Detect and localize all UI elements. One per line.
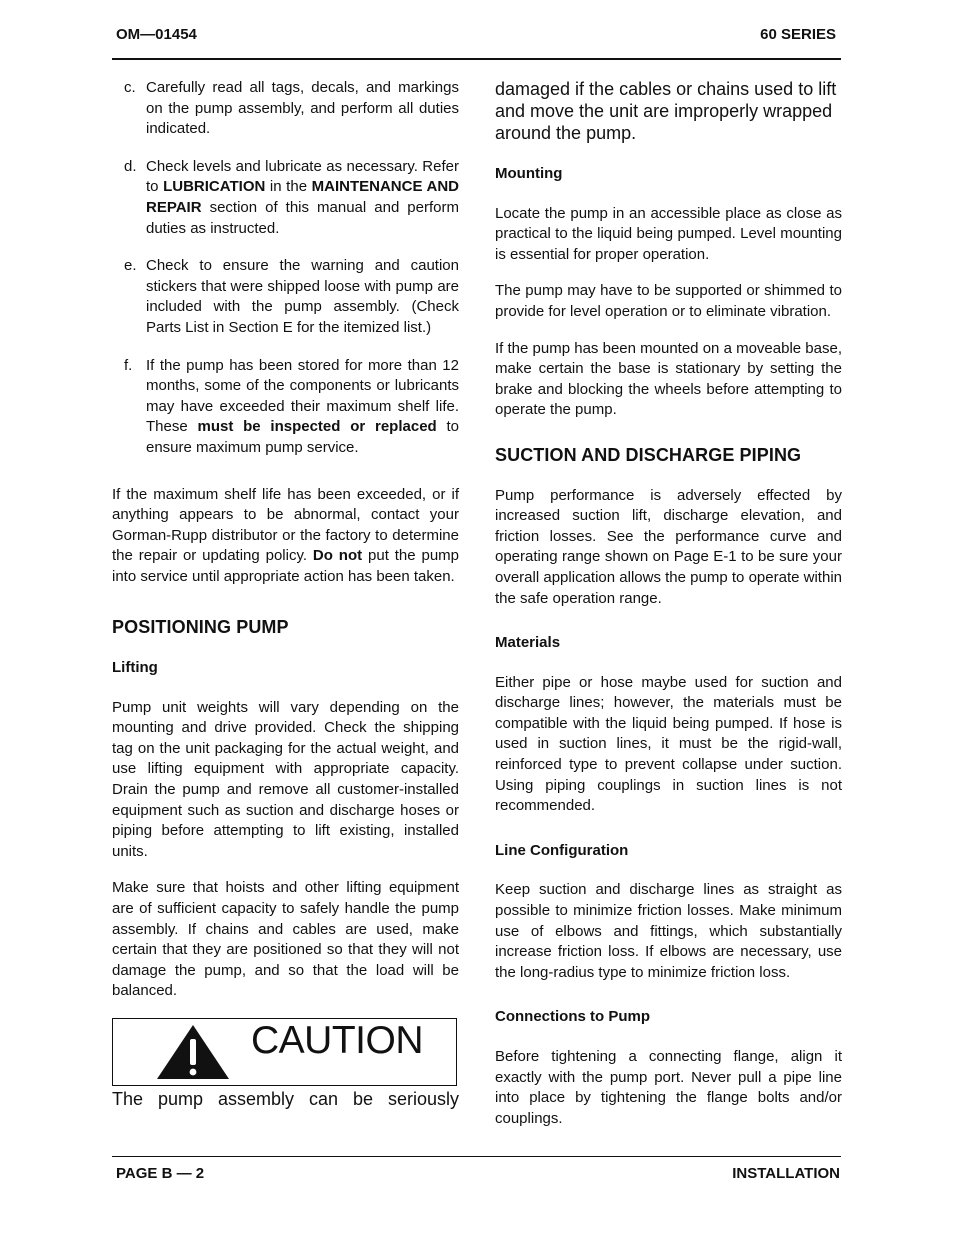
list-marker: f. [124,356,133,374]
caution-title: CAUTION [251,1018,423,1062]
lifting-paragraph: Pump unit weights will vary depending on the mounting and drive provided. Check the shipping tag on the unit packaging for the actual weight, and use lifting equipment with appropriate capacity. Drain the pump and remove all customer-installed equipment such as suction and discharge hoses or piping before attempting to lift existing, installed units. [112,698,459,860]
materials-heading: Materials [495,634,561,652]
caution-text-continued: damaged if the cables or chains used to lift and move the unit are improperly wrapped around the pump. [495,79,837,143]
page-number: PAGE B — 2 [116,1165,205,1182]
list-marker: d. [124,157,137,175]
materials-paragraph: Either pipe or hose maybe used for suction and discharge lines; however, the materials must be compatible with the liquid being pumped. If hose is used in suction lines, it must be the rigid-wall, reinforced type to prevent collapse under suction. Using piping couplings in suction lines is not recommended. [495,673,842,815]
mounting-paragraph: The pump may have to be supported or shimmed to provide for level operation or to eliminate vibration. [495,282,842,320]
lifting-paragraph: Make sure that hoists and other lifting equipment are of sufficient capacity to safely handle the pump assembly. If chains and cables are used, make certain that they are positioned so that they will not damage the pump, and so that the load will be balanced. [112,879,459,1000]
emphasis: must be inspected or replaced [197,418,437,436]
list-item [112,78,459,140]
lubrication-ref: LUBRICATION [163,178,266,196]
mounting-heading: Mounting [495,165,563,182]
series-label: 60 SERIES [760,26,836,43]
caution-text: The pump assembly can be seriously [112,1088,459,1109]
document-number: OM—01454 [116,26,197,43]
line-configuration-heading: Line Configuration [495,841,629,859]
list-item [112,356,459,459]
mounting-paragraph: Locate the pump in an accessible place as close as practical to the liquid being pumped. Level mounting is essential for proper operation. [495,204,842,263]
maintenance-ref: MAINTENANCE AND REPAIR [146,178,459,216]
suction-discharge-heading: SUCTION AND DISCHARGE PIPING [495,444,802,465]
line-configuration-paragraph: Keep suction and discharge lines as straight as possible to minimize friction losses. Make minimum use of elbows and fittings, which substantially increase friction loss. If elbows are necessary, use the long-radius type to minimize friction loss. [495,881,842,981]
list-text: Carefully read all tags, decals, and markings on the pump assembly, and perform all duties indicated. [146,79,459,138]
list-text: Check levels and lubricate as necessary. Refer to LUBRICATION in the MAINTENANCE AND REPAIR section of this manual and perform duties as instructed. [146,157,459,237]
list-item [112,256,459,338]
list-text: Check to ensure the warning and caution stickers that were shipped loose with pump are included with the pump assembly. (Check Parts List in Section E for the itemized list.) [146,257,459,336]
connections-paragraph: Before tightening a connecting flange, align it exactly with the pump port. Never pull a pipe line into place by tightening the flange bolts and/or couplings. [495,1048,842,1127]
positioning-pump-heading: POSITIONING PUMP [112,617,289,638]
do-not-emphasis: Do not [312,547,363,565]
header-rule [112,58,841,60]
shelf-life-paragraph: If the maximum shelf life has been exceeded, or if anything appears to be abnormal, contact your Gorman-Rupp distributor or the factory to determine the repair or updating policy. Do not put the pump into service until appropriate action has been taken. [112,485,459,585]
mounting-paragraph: If the pump has been mounted on a moveable base, make certain the base is stationary by setting the brake and blocking the wheels before attempting to operate the pump. [495,339,842,419]
lifting-heading: Lifting [112,659,158,677]
suction-paragraph: Pump performance is adversely effected by increased suction lift, discharge elevation, and friction losses. See the performance curve and operating range shown on Page E-1 to be sure your overall application allows the pump to operate within the safe operation range. [495,486,842,607]
left-column [112,78,459,1122]
caution-box [112,1018,457,1086]
section-label: INSTALLATION [732,1165,840,1182]
list-marker: c. [124,79,136,96]
footer-rule [112,1156,841,1157]
connections-heading: Connections to Pump [495,1008,650,1026]
warning-triangle-icon [155,1023,231,1081]
list-marker: e. [124,257,137,275]
list-text: If the pump has been stored for more than 12 months, some of the components or lubricants may have exceeded their maximum shelf life. These must be inspected or replaced to ensure maximum pump service. [146,356,460,456]
right-column [495,78,842,1145]
list-item [112,157,459,239]
